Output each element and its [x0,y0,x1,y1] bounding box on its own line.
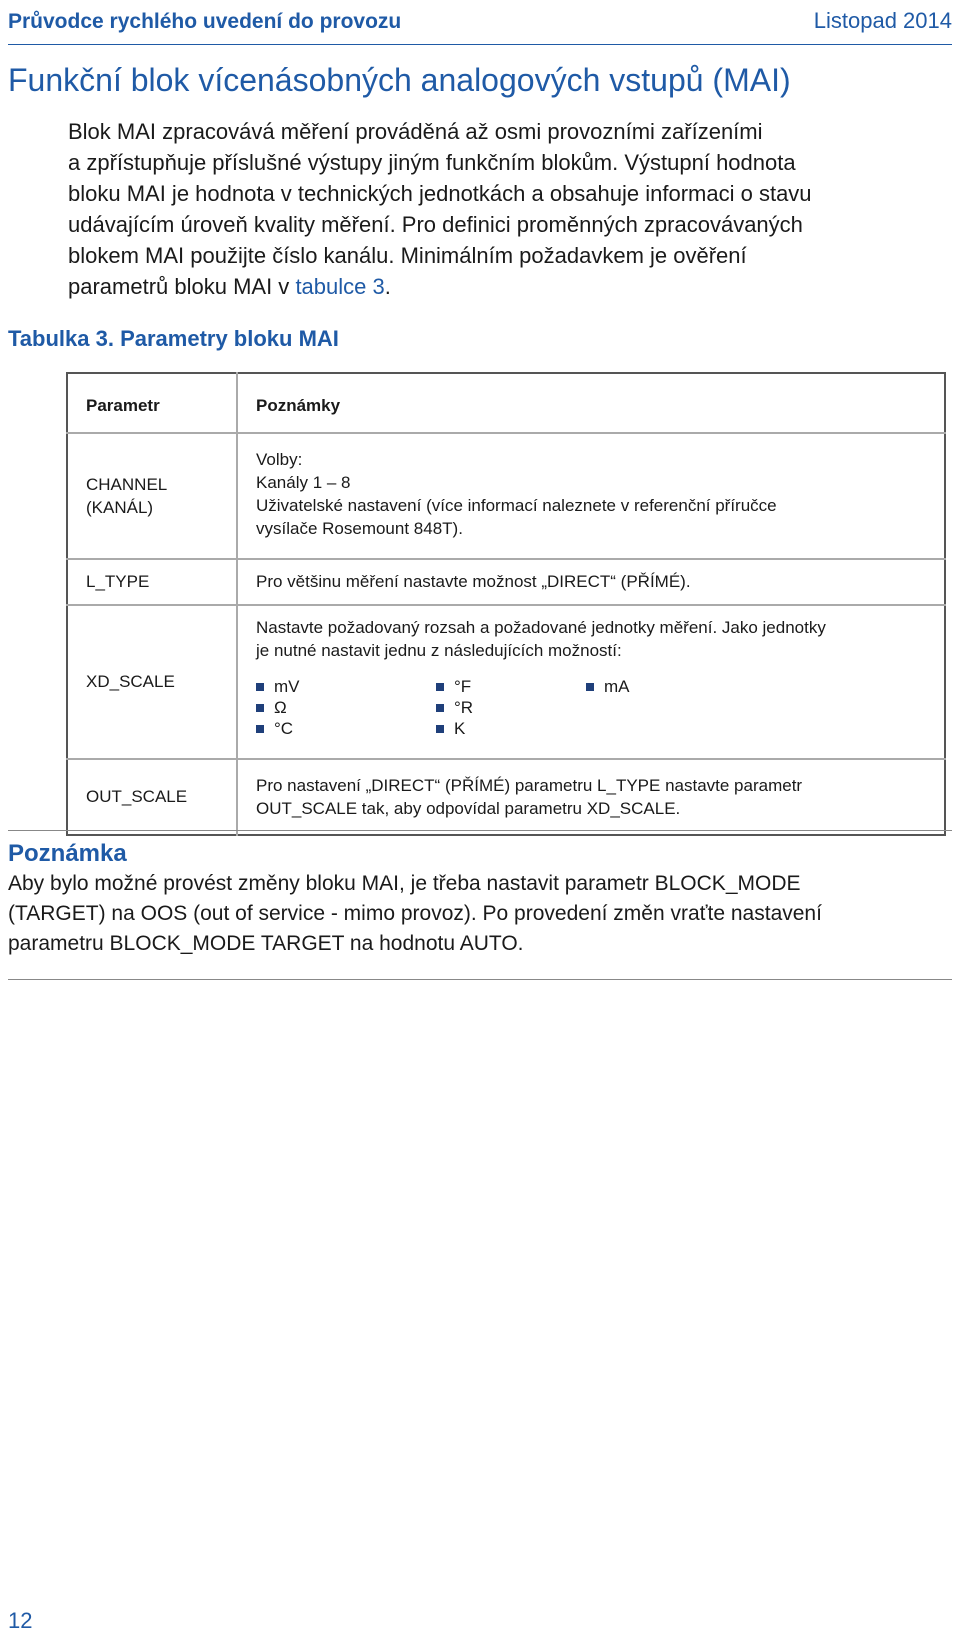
unit-label: K [454,719,466,738]
parameter-cell: OUT_SCALE [67,759,237,835]
unit-label: °C [274,719,294,738]
units-list [256,676,944,739]
document-date: Listopad 2014 [813,8,952,33]
notes-cell: Pro většinu měření nastavte možnost „DIRECT“ (PŘÍMÉ). [237,559,945,605]
square-bullet-icon [436,725,444,733]
intro-text: parametrů bloku MAI v [68,274,296,299]
section-title: Funkční blok vícenásobných analogových vstupů (MAI) [8,62,791,98]
page-header [8,10,952,45]
intro-line: Blok MAI zpracovává měření prováděná až osmi provozními zařízeními [68,119,763,144]
table-row [67,759,945,835]
unit-option [256,676,436,697]
page-number: 12 [8,1608,33,1633]
note-line: Aby bylo možné provést změny bloku MAI, je třeba nastavit parametr BLOCK_MODE [8,872,801,895]
note-line: Pro nastavení „DIRECT“ (PŘÍMÉ) parametru L_TYPE nastavte parametr [256,776,803,795]
note-line: vysílače Rosemount 848T). [256,519,463,538]
square-bullet-icon [256,704,264,712]
note-line: Nastavte požadovaný rozsah a požadované jednotky měření. Jako jednotky [256,618,826,637]
parameter-name: CHANNEL [86,475,168,494]
table-reference-link[interactable]: tabulce 3 [295,274,385,299]
table-row [67,605,945,759]
intro-line: blokem MAI použijte číslo kanálu. Minimálním požadavkem je ověření [68,243,747,268]
parameters-table [66,372,946,836]
column-header-notes: Poznámky [237,373,945,433]
table-caption: Tabulka 3. Parametry bloku MAI [8,326,339,351]
unit-label: °F [454,677,472,696]
note-line: je nutné nastavit jednu z následujících možností: [256,641,622,660]
square-bullet-icon [256,683,264,691]
unit-empty-slot [586,697,736,718]
parameter-cell: XD_SCALE [67,605,237,759]
note-line: parametru BLOCK_MODE TARGET na hodnotu AUTO. [8,932,524,955]
note-line: (TARGET) na OOS (out of service - mimo provoz). Po provedení změn vraťte nastavení [8,902,822,925]
column-header-parameter: Parametr [67,373,237,433]
intro-paragraph [68,116,948,302]
intro-line: a zpřístupňuje příslušné výstupy jiným funkčním blokům. Výstupní hodnota [68,150,796,175]
note-line: Volby: [256,450,303,469]
table-row [67,433,945,559]
unit-option [256,718,436,739]
intro-line [68,271,948,302]
notes-cell [237,759,945,835]
unit-option [256,697,436,718]
note-title: Poznámka [8,840,127,867]
note-box [8,830,952,980]
intro-text: . [384,274,391,299]
unit-label: mV [274,677,300,696]
note-line: Uživatelské nastavení (více informací naleznete v referenční příručce [256,496,777,515]
notes-cell [237,433,945,559]
square-bullet-icon [436,683,444,691]
square-bullet-icon [436,704,444,712]
unit-option [436,676,586,697]
notes-cell [237,605,945,759]
intro-line: udávajícím úroveň kvality měření. Pro definici proměnných zpracovávaných [68,212,803,237]
unit-label: Ω [274,698,287,717]
unit-option [436,718,586,739]
unit-option [586,676,736,697]
parameter-name-translation: (KANÁL) [86,498,154,517]
square-bullet-icon [256,725,264,733]
unit-option [436,697,586,718]
unit-label: mA [604,677,630,696]
intro-line: bloku MAI je hodnota v technických jednotkách a obsahuje informaci o stavu [68,181,812,206]
note-line: Kanály 1 – 8 [256,473,351,492]
document-title: Průvodce rychlého uvedení do provozu [8,10,402,33]
unit-label: °R [454,698,474,717]
note-line: OUT_SCALE tak, aby odpovídal parametru XD_SCALE. [256,799,681,818]
square-bullet-icon [586,683,594,691]
parameter-cell: L_TYPE [67,559,237,605]
table-row [67,559,945,605]
parameter-cell [67,433,237,559]
unit-empty-slot [586,718,736,739]
table-header-row [67,373,945,433]
